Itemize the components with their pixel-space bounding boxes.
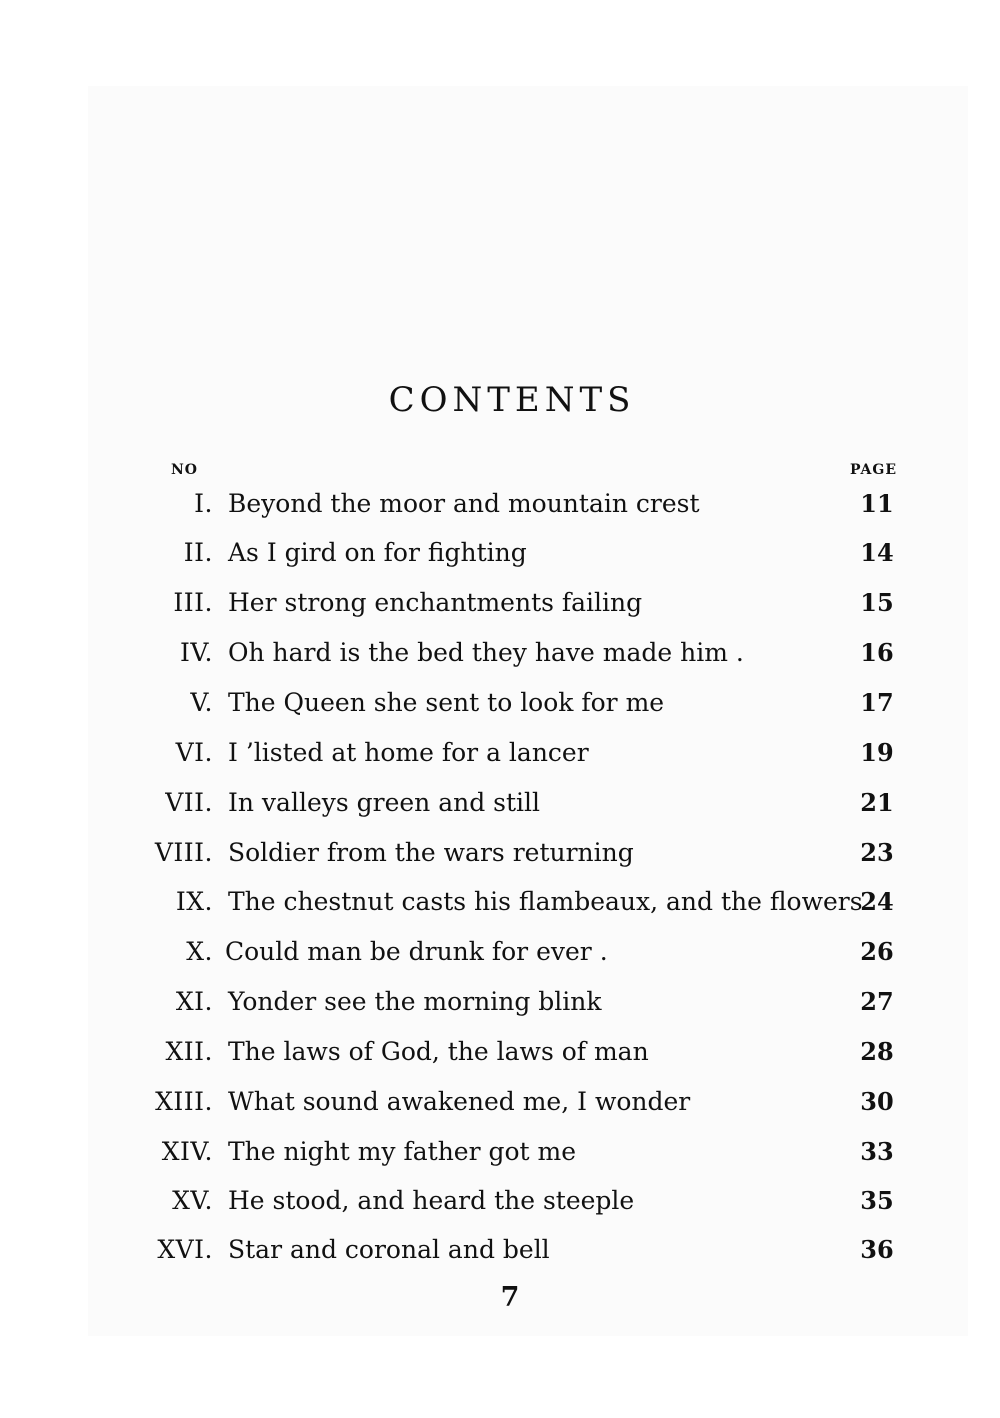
contents-entry bbox=[0, 1037, 1000, 1077]
entry-number: X. bbox=[186, 937, 213, 966]
entry-page: 19 bbox=[860, 738, 894, 767]
column-header-page: PAGE bbox=[850, 462, 897, 478]
contents-entry bbox=[0, 738, 1000, 778]
entry-number: I. bbox=[194, 489, 213, 518]
contents-entry bbox=[0, 1087, 1000, 1127]
entry-page: 35 bbox=[860, 1186, 894, 1215]
entry-number: XII. bbox=[165, 1037, 213, 1066]
entry-title: What sound awakened me, I wonder bbox=[228, 1087, 691, 1116]
entry-title: Beyond the moor and mountain crest bbox=[228, 489, 700, 518]
entry-title: The Queen she sent to look for me bbox=[228, 688, 665, 717]
entry-title: He stood, and heard the steeple bbox=[228, 1186, 635, 1215]
entry-page: 33 bbox=[860, 1137, 894, 1166]
entry-number: XIV. bbox=[161, 1137, 213, 1166]
entry-title: As I gird on for fighting bbox=[228, 538, 527, 567]
contents-entry bbox=[0, 887, 1000, 927]
entry-page: 21 bbox=[860, 788, 894, 817]
entry-title: Could man be drunk for ever . bbox=[225, 937, 608, 966]
entry-number: VII. bbox=[165, 788, 213, 817]
entry-title: Star and coronal and bell bbox=[228, 1235, 550, 1264]
contents-entry bbox=[0, 1186, 1000, 1226]
entry-title: I ’listed at home for a lancer bbox=[228, 738, 589, 767]
contents-entry bbox=[0, 1235, 1000, 1275]
entry-title: The night my father got me bbox=[228, 1137, 577, 1166]
contents-entry bbox=[0, 788, 1000, 828]
entry-number: IV. bbox=[179, 638, 213, 667]
entry-title: Soldier from the wars returning bbox=[228, 838, 634, 867]
contents-entry bbox=[0, 838, 1000, 878]
contents-entry bbox=[0, 987, 1000, 1027]
contents-entry bbox=[0, 937, 1000, 977]
entry-number: II. bbox=[183, 538, 213, 567]
page-number: 7 bbox=[500, 1282, 520, 1313]
entry-number: III. bbox=[173, 588, 213, 617]
entry-page: 30 bbox=[860, 1087, 894, 1116]
contents-entry bbox=[0, 638, 1000, 678]
entry-page: 15 bbox=[860, 588, 894, 617]
page-title: CONTENTS bbox=[388, 380, 636, 420]
entry-number: XVI. bbox=[157, 1235, 213, 1264]
entry-page: 23 bbox=[860, 838, 894, 867]
entry-number: VIII. bbox=[154, 838, 213, 867]
contents-entry bbox=[0, 688, 1000, 728]
entry-page: 27 bbox=[860, 987, 894, 1016]
entry-page: 11 bbox=[860, 489, 894, 518]
entry-page: 36 bbox=[860, 1235, 894, 1264]
entry-page: 17 bbox=[860, 688, 894, 717]
entry-number: IX. bbox=[175, 887, 213, 916]
entry-page: 24 bbox=[860, 887, 894, 916]
entry-page: 16 bbox=[860, 638, 894, 667]
contents-entry bbox=[0, 588, 1000, 628]
entry-number: VI. bbox=[175, 738, 213, 767]
entry-page: 28 bbox=[860, 1037, 894, 1066]
entry-page: 14 bbox=[860, 538, 894, 567]
contents-entry bbox=[0, 538, 1000, 578]
entry-title: In valleys green and still bbox=[228, 788, 541, 817]
contents-entry bbox=[0, 489, 1000, 529]
entry-title: The chestnut casts his flambeaux, and the flowers bbox=[228, 887, 863, 916]
entry-number: V. bbox=[190, 688, 213, 717]
entry-number: XI. bbox=[175, 987, 213, 1016]
entry-number: XV. bbox=[172, 1186, 213, 1215]
entry-title: The laws of God, the laws of man bbox=[228, 1037, 649, 1066]
entry-title: Her strong enchantments failing bbox=[228, 588, 643, 617]
column-header-number: NO bbox=[171, 462, 198, 478]
contents-entry bbox=[0, 1137, 1000, 1177]
entry-title: Oh hard is the bed they have made him . bbox=[228, 638, 744, 667]
entry-page: 26 bbox=[860, 937, 894, 966]
entry-title: Yonder see the morning blink bbox=[228, 987, 602, 1016]
entry-number: XIII. bbox=[155, 1087, 213, 1116]
